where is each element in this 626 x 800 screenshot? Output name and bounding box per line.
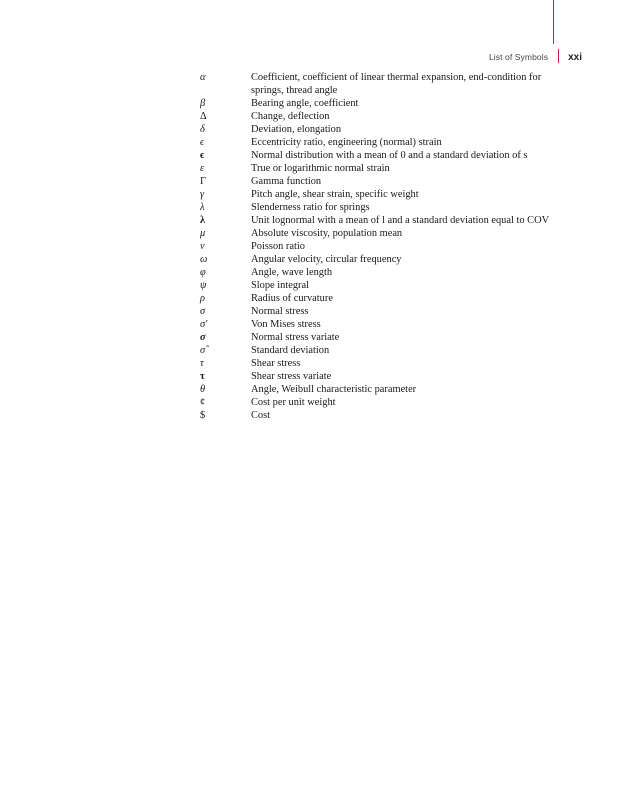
- symbol: θ: [200, 384, 206, 395]
- symbol-list: [200, 71, 580, 422]
- symbol-description: Gamma function: [251, 176, 322, 187]
- symbol-row: [200, 370, 580, 383]
- symbol-row: [200, 175, 580, 188]
- symbol: Γ: [200, 176, 207, 187]
- symbol-row: [200, 253, 580, 266]
- running-head: [489, 46, 582, 63]
- symbol-row: [200, 136, 580, 149]
- symbol: ψ: [200, 280, 207, 291]
- symbol-row: [200, 396, 580, 409]
- symbol-row: [200, 318, 580, 331]
- symbol: ϵ: [200, 137, 205, 148]
- page-number: xxi: [568, 52, 582, 63]
- symbol-row: [200, 71, 580, 84]
- symbol-description: Cost: [251, 410, 271, 421]
- symbol: λ: [200, 215, 206, 226]
- symbol-description: Shear stress variate: [251, 371, 332, 382]
- symbol: σ̂: [200, 345, 206, 356]
- symbol-row: [200, 201, 580, 214]
- symbol-row: [200, 409, 580, 422]
- symbol-description: Pitch angle, shear strain, specific weight: [251, 189, 419, 200]
- symbol-row: [200, 292, 580, 305]
- symbol-row: [200, 383, 580, 396]
- symbol-row-continuation: [200, 84, 580, 97]
- symbol-row: [200, 214, 580, 227]
- symbol-description: Standard deviation: [251, 345, 330, 356]
- symbol-row: [200, 357, 580, 370]
- symbol: ¢: [200, 397, 206, 408]
- symbol: δ: [200, 124, 205, 135]
- symbol-row: [200, 149, 580, 162]
- symbol-description: True or logarithmic normal strain: [251, 163, 390, 174]
- section-title: List of Symbols: [488, 52, 549, 62]
- symbol: $: [200, 410, 206, 421]
- symbol-row: [200, 110, 580, 123]
- symbol-row: [200, 123, 580, 136]
- symbol: τ: [200, 371, 205, 382]
- symbol: ρ: [200, 293, 205, 304]
- symbol: ϵ: [200, 150, 205, 161]
- symbol-description: Poisson ratio: [251, 241, 305, 252]
- symbol-description: Absolute viscosity, population mean: [251, 228, 403, 239]
- symbol: Δ: [200, 111, 207, 122]
- symbol: τ: [200, 358, 204, 369]
- symbol-description: Normal stress variate: [251, 332, 340, 343]
- symbol: ε: [200, 163, 205, 174]
- symbol-row: [200, 227, 580, 240]
- symbol-description: Unit lognormal with a mean of l and a standard deviation equal to COV: [251, 215, 550, 226]
- symbol-row: [200, 162, 580, 175]
- symbol-description: Coefficient, coefficient of linear thermal expansion, end-condition for: [251, 72, 542, 83]
- symbol: ν: [200, 241, 205, 252]
- symbol: μ: [200, 228, 206, 239]
- symbol: λ: [200, 202, 205, 213]
- symbol-description: Angle, wave length: [251, 267, 333, 278]
- symbol-description: Slenderness ratio for springs: [251, 202, 370, 213]
- header-separator: [558, 49, 559, 63]
- symbol-row: [200, 305, 580, 318]
- symbol-description: Angle, Weibull characteristic parameter: [251, 384, 417, 395]
- symbol-description: Slope integral: [251, 280, 310, 291]
- symbol-description: Bearing angle, coefficient: [251, 98, 359, 109]
- symbol-description: Normal distribution with a mean of 0 and a standard deviation of s: [251, 150, 528, 161]
- symbol-description: Von Mises stress: [251, 319, 321, 330]
- symbol-description: Angular velocity, circular frequency: [251, 254, 402, 265]
- symbol-row: [200, 188, 580, 201]
- symbol-description: Deviation, elongation: [251, 124, 342, 135]
- symbol-description: Radius of curvature: [251, 293, 333, 304]
- symbol-description: Shear stress: [251, 358, 301, 369]
- symbol-description: Normal stress: [251, 306, 309, 317]
- symbol: φ: [200, 267, 206, 278]
- symbol-description: Eccentricity ratio, engineering (normal) strain: [251, 137, 442, 148]
- symbol-description: Change, deflection: [251, 111, 330, 122]
- symbol-row: [200, 331, 580, 344]
- symbol: γ: [200, 189, 205, 200]
- accent-rule: [553, 0, 554, 44]
- symbol: ω: [200, 254, 208, 265]
- symbol-row: [200, 97, 580, 110]
- symbol: σ: [200, 306, 206, 317]
- symbol-row: [200, 240, 580, 253]
- symbol: α: [200, 72, 206, 83]
- symbol-description-continuation: springs, thread angle: [251, 85, 338, 96]
- symbol: β: [200, 98, 206, 109]
- symbol-row: [200, 279, 580, 292]
- symbol-blank: [200, 84, 251, 97]
- symbol: σ′: [200, 319, 208, 330]
- symbol-row: [200, 266, 580, 279]
- symbol: σ: [200, 332, 206, 343]
- symbol-row: [200, 344, 580, 357]
- symbol-description: Cost per unit weight: [251, 397, 336, 408]
